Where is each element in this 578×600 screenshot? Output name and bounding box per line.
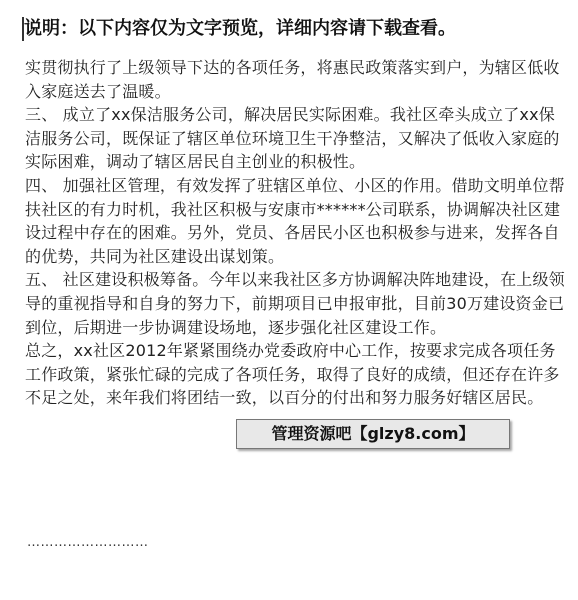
preview-notice: 说明：以下内容仅为文字预览，详细内容请下载查看。 [24,18,456,39]
watermark-banner: 管理资源吧【glzy8.com】 [236,419,510,449]
paragraph-section-3: 三、 成立了xx保洁服务公司，解决居民实际困难。我社区牵头成立了xx保洁服务公司，既保证了辖区单位环境卫生干净整洁，又解决了低收入家庭的实际困难，调动了辖区居民自主创业的积极性。 [25,105,560,172]
continuation-ellipsis: ……………………… [27,535,149,550]
paragraph-section-5: 五、 社区建设积极筹备。今年以来我社区多方协调解决阵地建设，在上级领导的重视指导和自身的努力下，前期项目已申报审批，目前30万建设资金已到位，后期进一步协调建设场地，逐步强化社区建设工作。 [25,270,565,337]
paragraph-summary: 总之，xx社区2012年紧紧围绕办党委政府中心工作，按要求完成各项任务工作政策，紧张忙碌的完成了各项任务，取得了良好的成绩，但还存在许多不足之处，来年我们将团结一致，以百分的付出和努力服务好辖区居民。 [25,341,560,408]
paragraph-intro: 实贯彻执行了上级领导下达的各项任务，将惠民政策落实到户，为辖区低收入家庭送去了温暖。 [25,58,560,101]
paragraph-section-4: 四、 加强社区管理，有效发挥了驻辖区单位、小区的作用。借助文明单位帮扶社区的有力时机，我社区积极与安康市******公司联系，协调解决社区建设过程中存在的困难。另外，党员、各居民小区也积极参与进来，发挥各自的优势，共同为社区建设出谋划策。 [25,175,565,266]
document-body [25,56,565,410]
